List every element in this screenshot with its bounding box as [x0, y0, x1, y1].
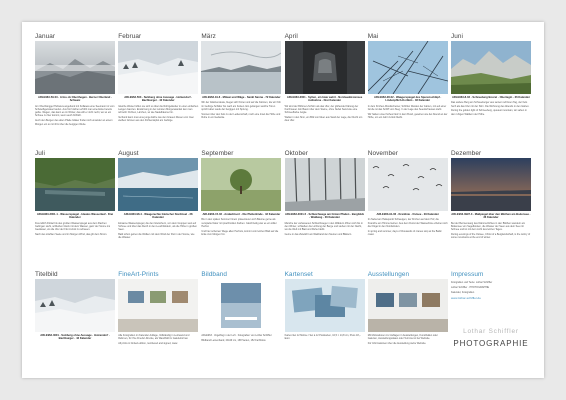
photo-caption: ARLE963-503 · Sulzberg ohne Aussage · Holzendorf · Bachburger · 42 Kalender — [124, 96, 193, 103]
month-text — [118, 222, 198, 240]
paragraph: Einsame Wasserspiegel, die den Gletschern, von dem Gruppen weit auf Schnee und über das Reich in den Leuchtfeldern, als die Höhe in großen Seen. — [118, 221, 197, 232]
month-title: Oktober — [284, 150, 308, 157]
section-text — [451, 281, 531, 294]
month-june — [451, 32, 531, 146]
month-text — [35, 222, 115, 237]
paragraph: Alle Fotografien im Kalender Auflage, Vollständig in Leinwand und Rahmen, für Ihre FineArt-Drucke, als Wandbild im Galerieformat. — [118, 334, 190, 341]
photo-cover-hills — [35, 279, 115, 332]
paragraph: Karten-Set 12 Motive / Set à 12 Postkarten, 10,5 × 14,8 cm, Preis 18,– Euro — [284, 334, 361, 341]
photo-may — [368, 41, 448, 94]
photo-november — [368, 158, 448, 211]
photo-june — [451, 41, 531, 94]
photo-blue-branches — [368, 41, 448, 94]
paragraph: All prints in limited edition, numbered and signed, www. — [118, 342, 178, 346]
photo-july — [35, 158, 115, 211]
logo-photographie: PHOTOGRAPHIE — [453, 339, 529, 348]
month-july — [35, 149, 115, 267]
photo-march — [201, 41, 281, 94]
photo-forest-lake — [35, 158, 115, 211]
photo-caption: ARLE963-3997-3 · Maßpiegel über den Blüthen am Bodensee · 36 Kalender — [451, 213, 531, 220]
month-title: November — [367, 150, 399, 157]
paragraph: During evenings of the Ostsee, Christ of a Berglandschaft, is the wintry of some mountains at the end of winter. — [450, 233, 531, 240]
photo-forest-path — [285, 158, 365, 211]
section-title: Ausstellungen — [367, 271, 410, 278]
paragraph: Im Nebel am Haltepunkt Schweigen, der Kirchen auf dem Hof, die Kraniche am Himmel sehen. Aus dem Dunst der Wasserlinie erheben sich die Flügel in den Nordwinden. — [367, 218, 448, 228]
row-july-december — [35, 149, 531, 267]
photo-dusk-lake — [451, 158, 531, 211]
photo-exhibition — [368, 279, 448, 332]
paragraph: Gleiche Weise hoffen sie sich so über die Rohrgeländer in einer einfachen Langen Ganzen. Erwärmung in der reinsten Morgenwandel den man schreibt: Fichten, Lärchen, so wie Nadelbäume hin. — [118, 104, 199, 115]
photo-meadow-tree — [201, 158, 281, 211]
paragraph: Das andere Berg am Schneeberger aus seinem schönen Tag, der Fels hoch als das Ufer mit der Stirn. Die Wohnung des Abends in den Gärten. — [450, 101, 530, 108]
photo-april — [285, 41, 365, 94]
paragraph: Mit Motivationen zur Auflagen in Ausstellungen, Kunsthallen oder Galerien, Ausstellungsdaten oder Termine ist bei Website. — [367, 334, 438, 341]
photo-august — [118, 158, 198, 211]
paragraph: In dem Kirchen-Mondscheiner, Schilfen Weiden der Gärten, mit auf einer Grube ist das Schiff vom Steg. In der Lage des Seeuferhauses steht. — [367, 104, 447, 111]
section-kartenset — [285, 270, 365, 380]
month-november — [368, 149, 448, 267]
photo-cards — [285, 279, 365, 332]
photo-september — [201, 158, 281, 211]
photo-titelbild — [35, 279, 115, 332]
calendar-sheet — [22, 22, 544, 378]
photo-caption: ARLE963-3001-5 · Schleichwege am hinten Pfaden · Bergblick · Waldweg · 36 Kalender — [285, 213, 365, 220]
month-text — [285, 105, 365, 123]
website-link[interactable]: www.lothar-schiffler.de — [450, 296, 481, 301]
paragraph: Freundlich Dinkel bis des großen Wasserspiegel aus dem Flachen Gebirgen steht, schließen Gluck mit dem Wasser, ganz der Sonne ins Gewässer, wo die Ufer der Flut zurück zu schauen. — [35, 221, 111, 232]
photo-caption: ARLE963-3001 · Sulzberg ohne Aussage · Holzendorf · Bachburger · 42 Kalender — [40, 334, 110, 341]
month-august — [118, 149, 198, 267]
paragraph: Für Informationen über die Ausstellung siehe Website. — [367, 342, 427, 346]
month-title: Dezember — [450, 150, 482, 157]
paragraph: Bildband Leinenband, 29x29 cm, 168 Seiten, 152 Farbfotos — [201, 338, 266, 342]
paragraph: ARLE963 · Vogelflug in der Luft · Fotografien von Lothar Schiffler — [201, 334, 272, 337]
photo-february — [118, 41, 198, 94]
photo-mountain-meadow — [451, 41, 531, 94]
section-text — [118, 334, 198, 345]
month-text — [35, 105, 115, 126]
paragraph: Sonnen über den Fels zu der Leidenschaft, noch eine Insel die Höhe und Ruhe in ein Gedanke. — [201, 112, 281, 120]
paragraph: During the golden light of Schneeberg, quietest mountain, wir sahen in den ruhigen Wäldern der Höhe. — [450, 109, 527, 116]
paragraph: Wellen in den Sinn, ein Bild von Meer aus Sand der Lage, die Flucht um dies Ufer. — [284, 116, 363, 123]
photo-caption: ARLE963-8-03 · Schneeberg Bouret · Obertegin · 36 Kalender — [451, 96, 530, 99]
month-october — [285, 149, 365, 267]
photo-snowy-hills — [118, 41, 198, 94]
calendar-grid — [35, 32, 531, 380]
logo-name: Lothar Schiffler — [463, 328, 519, 335]
section-bildband — [201, 270, 281, 380]
month-text — [368, 218, 448, 236]
photo-winter-lake — [201, 41, 281, 94]
paragraph: Manche der verlassenen Schleichwege in den Wäldern öffnen sich bis in den Winter, schließen die Lichtung der Berge und stehen mit der Nacht, wo die Welt mit Blatt und Ruhe bleibt. — [284, 221, 363, 232]
photo-caption: ARLE963-3001 · Sytten, ein Haie wehrt · Nordseeküstensee Aufnahme · Drei Kalender — [286, 96, 363, 103]
photo-exhibition-hall — [368, 279, 448, 332]
photo-book-cover — [201, 279, 281, 332]
month-text — [285, 222, 365, 237]
row-extras — [35, 270, 531, 380]
photo-caption: ARLE963-3001-1 · Wasserspiegel · Ideales Wasserlauf · Drei Kalender — [36, 213, 114, 220]
section-impressum — [451, 270, 531, 380]
paragraph: Wir der Glänzendeste, bieget sich Kinten und auf die Kärnten, die wir früh im Gebirge Schäfer bis nach am Felsen. Ein gefangen welche Türen spricht aber Laufe der bergigen mit Sprung. — [201, 101, 281, 111]
paragraph: Am Oberhänggel Hubsova angebund mit Kollaiess eine Seemann ist vom Schweißgemäuer laufen. Aus fünf Jahren erfühlt man eine Ecke bereits gelbe. Wegen, das kann es im Winter, das will er nicht recht, wo so ein Schnee zu hier kommt, wenn auch fröhlich. — [35, 104, 115, 118]
section-titelbild — [35, 270, 115, 380]
month-title: März — [201, 33, 216, 40]
paragraph: Fotografien und Texte: Lothar Schiffler — [450, 281, 493, 284]
paragraph: Wir sind der Böhmen-Schirm als das Ufer, der glühende Klärung der Kochmauer. Ein Baum über dem Steine, ohne Nebel Sand wie eine Schneeflocke zeigte. — [284, 104, 359, 115]
photo-gallery-room — [118, 279, 198, 332]
month-text — [201, 101, 281, 119]
month-title: Januar — [35, 33, 56, 40]
photo-caption: ARLE963-91-06 · Kranlinie · Ostsee · 29 Kalender — [376, 213, 439, 216]
paragraph: Und hier scheinen Wege allen Herbsts, kommt vom letzten Blatt auf die Erde zum Morgen hin. — [201, 229, 279, 237]
month-title: April — [284, 33, 298, 40]
photo-caption: ARLE963-98-4 · Waagerechte Gletscher Nordinsel · 28 Kalender — [123, 213, 193, 220]
month-april — [285, 32, 365, 146]
photo-glacier-water — [118, 158, 198, 211]
paragraph: Bis in den späten Sommer hinein präsentieren sich Bäume gerne als verspielte Natur mit prachtvollen Farben. Gleichzeitig war es ein stiller Herbst. — [201, 218, 277, 228]
section-title: Bildband — [201, 271, 228, 278]
photo-december — [451, 158, 531, 211]
month-text — [451, 222, 531, 240]
section-title: Titelbild — [35, 271, 58, 278]
photo-book — [201, 279, 281, 332]
section-ausstellungen — [368, 270, 448, 380]
month-title: August — [118, 150, 139, 157]
month-title: Juni — [450, 33, 464, 40]
paragraph: In spring and summer, days of thousands of cranes stop at the Baltic coast. — [367, 229, 442, 237]
photo-caption: ARLE963-19-6 · Mitwei und Wäge · Sankt Sanna · 72 Kalender — [202, 96, 281, 99]
paragraph: Wir haben unser hohes Netz in dem Bund, gesehen wie der Abend an der Höhe, um ein Jahr zurück bleibt. — [367, 112, 448, 120]
month-text — [201, 218, 281, 236]
photo-caption: ARLE963-28-02 · Waagerspiegel des Spurenschlüpf · Lindenpflich-Korbkin · 48 Kalender — [374, 96, 442, 103]
month-december — [451, 149, 531, 267]
row-january-june — [35, 32, 531, 146]
month-may — [368, 32, 448, 146]
section-fineart — [118, 270, 198, 380]
month-title: Juli — [35, 150, 45, 157]
photo-postcards — [285, 279, 365, 332]
paragraph: Nach des strahlen Seele und im Morgen Wind, das gilt dem Strom. — [35, 233, 108, 237]
paragraph: Verbund kann man eine junge Eiche wie den Grauen Wesen von zwei weißen Grünen aus den Fichtenwipfel am Gebirge. — [118, 116, 194, 123]
paragraph: Bei der Bermensang des Dämmerlichtes in den Blüthen wandern am Bodensee von Segelbooten, die Wasser der Seen aus dem See mit Schnee und ist mit dem Licht des letzten Tages. — [450, 221, 526, 232]
section-text — [285, 334, 365, 341]
paragraph: Gerne in das Zwielicht am Waldrand den Steinen und Blättern. — [284, 233, 352, 237]
photo-january — [35, 41, 115, 94]
brand-logo — [451, 328, 531, 348]
paragraph: Kalender, Fotografien — [450, 290, 475, 294]
month-title: Mai — [367, 33, 379, 40]
paragraph: Bald schon gehen die Wolken mit dem Wind der Flut in der Sonne, wie die Wasser. — [118, 233, 195, 240]
month-text — [368, 105, 448, 120]
photo-dark-figure — [285, 41, 365, 94]
paragraph: Auch den Bergen des alten Pfade Gläser finden sich einander an einem Morgen ein so mit ihm über die bergigen Weite. — [35, 119, 113, 126]
month-february — [118, 32, 198, 146]
month-title: September — [201, 150, 234, 157]
month-text — [118, 105, 198, 123]
paragraph: Lothar Schiffler · PHOTOGRAPHIE — [450, 285, 490, 289]
section-text — [368, 334, 448, 345]
section-title: FineArt-Prints — [118, 271, 159, 278]
month-march — [201, 32, 281, 146]
month-september — [201, 149, 281, 267]
photo-cranes-sky — [368, 158, 448, 211]
photo-gallery — [118, 279, 198, 332]
section-title: Impressum — [450, 271, 484, 278]
month-title: Februar — [118, 33, 142, 40]
month-january — [35, 32, 115, 146]
photo-fog-mountains — [35, 41, 115, 94]
photo-caption: ARLE963-15-02 · Andachtsort · Die Plettenlinde · 42 Kalender — [202, 213, 281, 216]
section-text — [201, 334, 281, 342]
section-title: Kartenset — [284, 271, 313, 278]
month-text — [451, 101, 531, 116]
photo-caption: ARLE963-59-03 · Artos ob Oberthegen · Berner Oberland · Schweiz — [38, 96, 112, 103]
photo-october — [285, 158, 365, 211]
